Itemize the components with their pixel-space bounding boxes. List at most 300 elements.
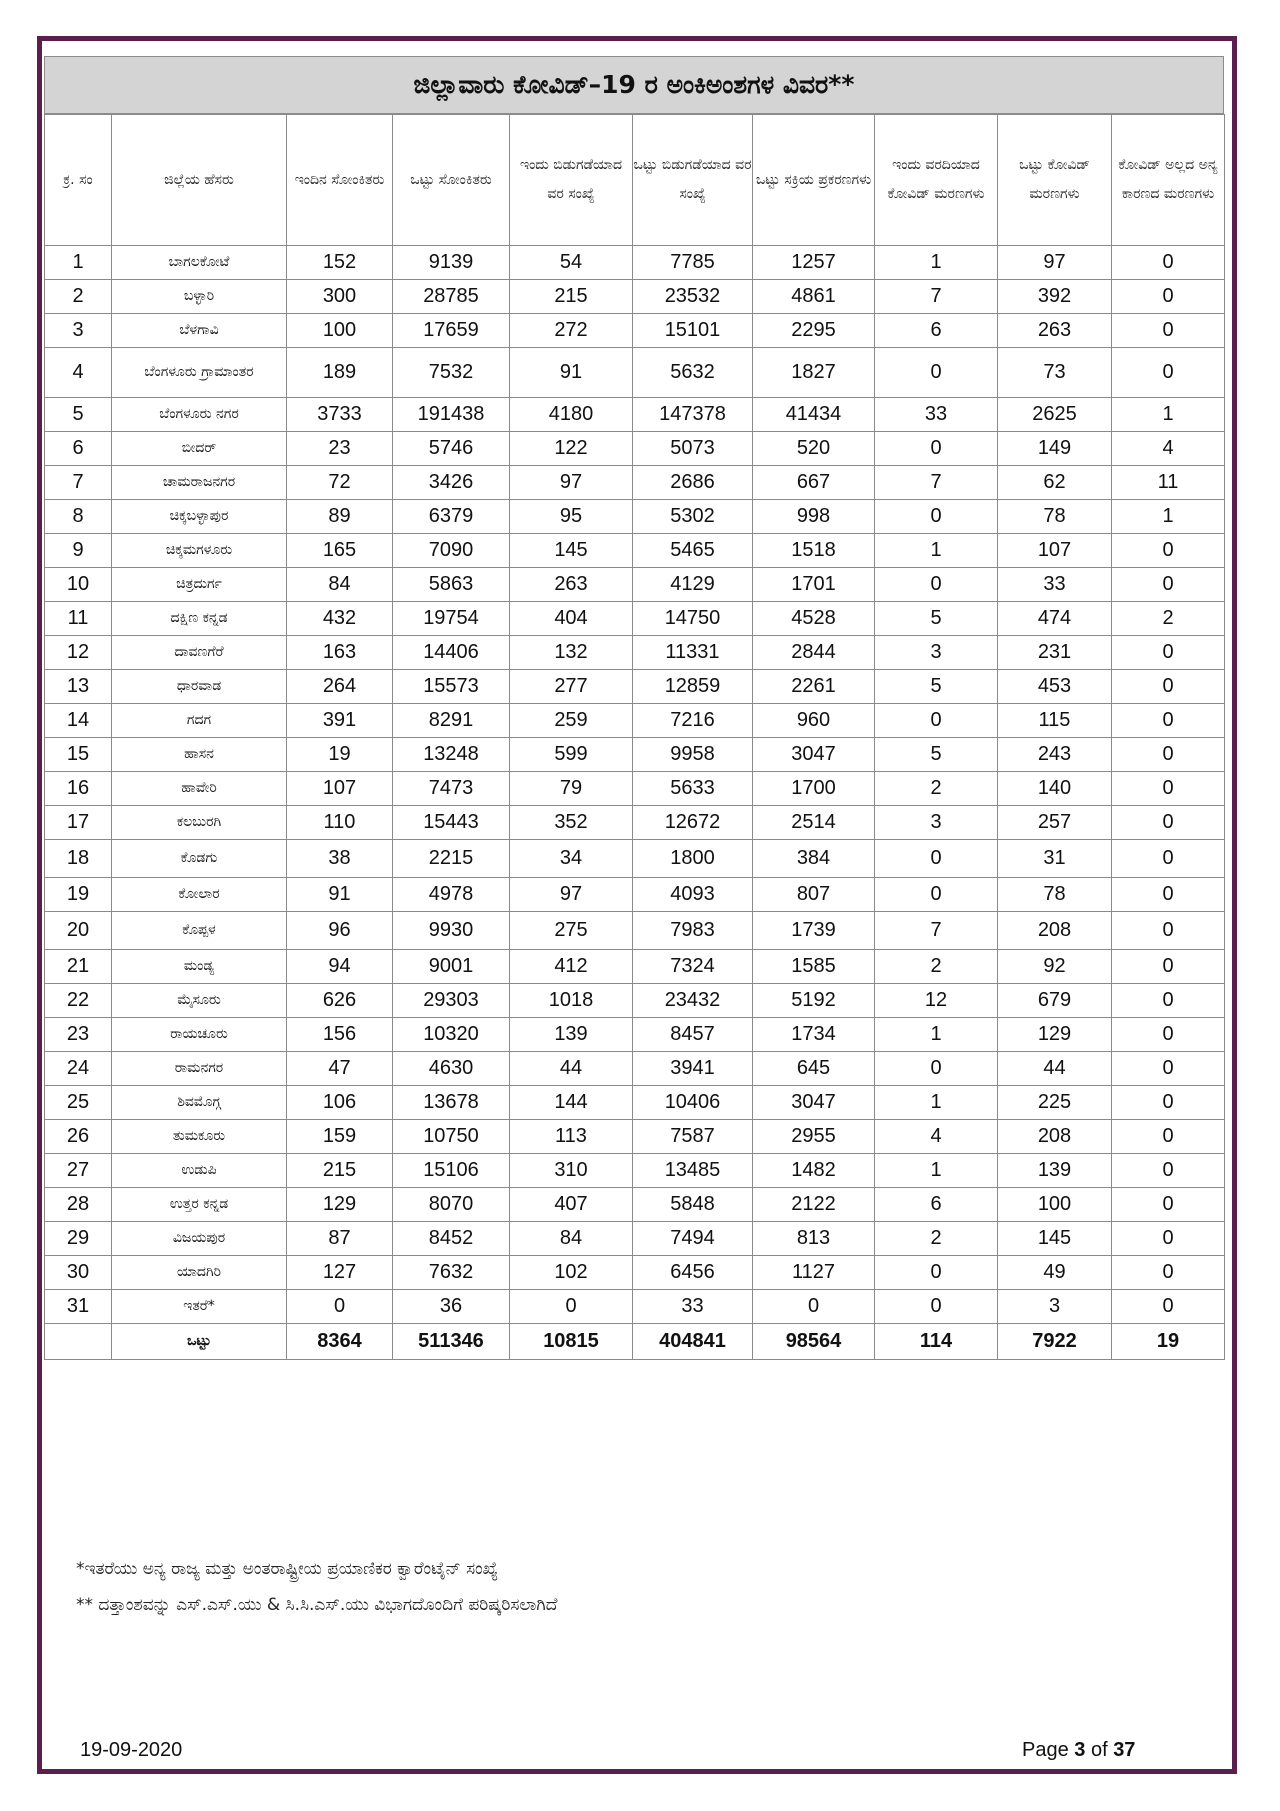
table-cell: 107: [287, 772, 393, 806]
header-row: [45, 115, 1225, 246]
table-cell: 2122: [753, 1188, 875, 1222]
page-current: 3: [1074, 1739, 1086, 1761]
table-cell: 21: [45, 950, 112, 984]
table-cell: 259: [510, 704, 633, 738]
table-cell: 96: [287, 912, 393, 950]
table-cell: 998: [753, 500, 875, 534]
table-cell: 1739: [753, 912, 875, 950]
page-number: [1022, 1739, 1135, 1762]
table-cell: 13248: [393, 738, 510, 772]
table-cell: 145: [510, 534, 633, 568]
table-cell: 2: [45, 280, 112, 314]
page-prefix: Page: [1022, 1739, 1075, 1761]
district-name-cell: ಹಾಸನ: [112, 738, 287, 772]
table-cell: 24: [45, 1052, 112, 1086]
column-header: ಜಿಲ್ಲೆಯ ಹೆಸರು: [112, 115, 287, 246]
table-cell: 407: [510, 1188, 633, 1222]
table-cell: 122: [510, 432, 633, 466]
table-cell: 95: [510, 500, 633, 534]
table-cell: 0: [875, 348, 998, 398]
table-cell: 257: [998, 806, 1112, 840]
table-row: [45, 246, 1225, 280]
table-cell: 807: [753, 878, 875, 912]
table-cell: 412: [510, 950, 633, 984]
table-cell: 10: [45, 568, 112, 602]
table-cell: 97: [510, 878, 633, 912]
table-cell: 0: [1112, 1052, 1225, 1086]
table-cell: 2: [875, 772, 998, 806]
table-cell: 7532: [393, 348, 510, 398]
table-cell: 149: [998, 432, 1112, 466]
table-cell: 4630: [393, 1052, 510, 1086]
table-cell: 129: [998, 1018, 1112, 1052]
table-cell: 391: [287, 704, 393, 738]
table-cell: 1827: [753, 348, 875, 398]
table-cell: 7: [45, 466, 112, 500]
table-cell: 277: [510, 670, 633, 704]
table-cell: 19: [287, 738, 393, 772]
table-cell: 139: [510, 1018, 633, 1052]
table-cell: 0: [875, 1290, 998, 1324]
table-cell: 12: [45, 636, 112, 670]
table-cell: 2844: [753, 636, 875, 670]
total-cell: 114: [875, 1324, 998, 1360]
page-total: 37: [1113, 1739, 1136, 1761]
table-row: [45, 1290, 1225, 1324]
table-cell: 7090: [393, 534, 510, 568]
table-row: [45, 772, 1225, 806]
table-cell: 79: [510, 772, 633, 806]
table-cell: 191438: [393, 398, 510, 432]
table-cell: 1700: [753, 772, 875, 806]
table-row: [45, 878, 1225, 912]
table-cell: 0: [1112, 568, 1225, 602]
table-cell: 107: [998, 534, 1112, 568]
table-cell: 1800: [633, 840, 753, 878]
table-cell: 1257: [753, 246, 875, 280]
table-cell: 0: [1112, 636, 1225, 670]
table-cell: 0: [875, 568, 998, 602]
page-mid: of: [1085, 1739, 1114, 1761]
district-name-cell: ಕೊಡಗು: [112, 840, 287, 878]
table-cell: 13485: [633, 1154, 753, 1188]
table-cell: 2: [1112, 602, 1225, 636]
table-cell: 8452: [393, 1222, 510, 1256]
footnote-data-source: ** ದತ್ತಾಂಶವನ್ನು ಎಸ್.ಎಸ್.ಯು & ಸಿ.ಸಿ.ಎಸ್.ಯು ವಿಭಾಗದೊಂದಿಗೆ ಪರಿಷ್ಕರಿಸಲಾಗಿದೆ: [76, 1595, 558, 1615]
table-row: [45, 1154, 1225, 1188]
table-cell: 127: [287, 1256, 393, 1290]
table-cell: 7: [875, 466, 998, 500]
table-cell: 33: [998, 568, 1112, 602]
table-cell: 0: [875, 840, 998, 878]
table-cell: 0: [1112, 280, 1225, 314]
table-cell: 5: [875, 602, 998, 636]
table-cell: 0: [1112, 984, 1225, 1018]
table-cell: 0: [1112, 1018, 1225, 1052]
table-row: [45, 1188, 1225, 1222]
table-cell: 1: [1112, 500, 1225, 534]
column-header: ಕೋವಿಡ್ ಅಲ್ಲದ ಅನ್ಯ ಕಾರಣದ ಮರಣಗಳು: [1112, 115, 1225, 246]
table-cell: 5465: [633, 534, 753, 568]
table-cell: 2261: [753, 670, 875, 704]
table-cell: 9: [45, 534, 112, 568]
district-name-cell: ಚಾಮರಾಜನಗರ: [112, 466, 287, 500]
district-name-cell: ಉತ್ತರ ಕನ್ನಡ: [112, 1188, 287, 1222]
table-cell: 1518: [753, 534, 875, 568]
table-cell: 41434: [753, 398, 875, 432]
table-cell: 0: [875, 878, 998, 912]
table-cell: 453: [998, 670, 1112, 704]
table-cell: 72: [287, 466, 393, 500]
table-cell: 5073: [633, 432, 753, 466]
table-cell: 10750: [393, 1120, 510, 1154]
table-cell: 3: [45, 314, 112, 348]
table-cell: 28785: [393, 280, 510, 314]
district-stats-table: [44, 114, 1225, 1360]
table-cell: 47: [287, 1052, 393, 1086]
table-cell: 5: [875, 738, 998, 772]
table-cell: 0: [1112, 246, 1225, 280]
district-name-cell: ವಿಜಯಪುರ: [112, 1222, 287, 1256]
table-row: [45, 348, 1225, 398]
district-name-cell: ಶಿವಮೊಗ್ಗ: [112, 1086, 287, 1120]
district-name-cell: ಚಿತ್ರದುರ್ಗ: [112, 568, 287, 602]
table-row: [45, 912, 1225, 950]
table-cell: 7983: [633, 912, 753, 950]
column-header: ಒಟ್ಟು ಬಿಡುಗಡೆಯಾದ ವರ ಸಂಖ್ಯೆ: [633, 115, 753, 246]
table-row: [45, 636, 1225, 670]
table-row: [45, 500, 1225, 534]
table-cell: 94: [287, 950, 393, 984]
table-cell: 19: [45, 878, 112, 912]
table-cell: 145: [998, 1222, 1112, 1256]
table-row: [45, 738, 1225, 772]
table-cell: 91: [287, 878, 393, 912]
table-cell: 113: [510, 1120, 633, 1154]
table-cell: 16: [45, 772, 112, 806]
table-cell: 6456: [633, 1256, 753, 1290]
table-cell: 1: [875, 1154, 998, 1188]
table-cell: 15573: [393, 670, 510, 704]
column-header: ಕ್ರ. ಸಂ: [45, 115, 112, 246]
footnote-others: *ಇತರೆಯು ಅನ್ಯ ರಾಜ್ಯ ಮತ್ತು ಅಂತರಾಷ್ಟ್ರೀಯ ಪ್ರಯಾಣಿಕರ ಕ್ವಾರೆಂಟೈನ್ ಸಂಖ್ಯೆ: [76, 1559, 499, 1579]
table-cell: 44: [998, 1052, 1112, 1086]
table-cell: 23432: [633, 984, 753, 1018]
column-header: ಇಂದಿನ ಸೋಂಕಿತರು: [287, 115, 393, 246]
table-cell: 4: [875, 1120, 998, 1154]
table-cell: 106: [287, 1086, 393, 1120]
table-cell: 263: [510, 568, 633, 602]
district-name-cell: ಇತರೆ*: [112, 1290, 287, 1324]
table-cell: 432: [287, 602, 393, 636]
column-header: ಇಂದು ಬಿಡುಗಡೆಯಾದ ವರ ಸಂಖ್ಯೆ: [510, 115, 633, 246]
table-cell: 129: [287, 1188, 393, 1222]
table-cell: 100: [287, 314, 393, 348]
table-cell: 1482: [753, 1154, 875, 1188]
table-cell: 8070: [393, 1188, 510, 1222]
table-cell: 225: [998, 1086, 1112, 1120]
table-cell: 5192: [753, 984, 875, 1018]
table-cell: 2686: [633, 466, 753, 500]
table-row: [45, 1052, 1225, 1086]
district-name-cell: ಬೀದರ್: [112, 432, 287, 466]
table-cell: 4: [45, 348, 112, 398]
table-cell: 12672: [633, 806, 753, 840]
table-cell: 13678: [393, 1086, 510, 1120]
table-cell: 4978: [393, 878, 510, 912]
table-row: [45, 806, 1225, 840]
table-cell: 1585: [753, 950, 875, 984]
table-cell: 132: [510, 636, 633, 670]
table-cell: 5633: [633, 772, 753, 806]
table-cell: 36: [393, 1290, 510, 1324]
table-cell: 62: [998, 466, 1112, 500]
table-cell: 310: [510, 1154, 633, 1188]
total-row: [45, 1324, 1225, 1360]
table-cell: 0: [875, 500, 998, 534]
table-cell: 2: [875, 1222, 998, 1256]
table-cell: 27: [45, 1154, 112, 1188]
table-row: [45, 1018, 1225, 1052]
district-name-cell: ಗದಗ: [112, 704, 287, 738]
table-cell: 3047: [753, 738, 875, 772]
table-cell: 2: [875, 950, 998, 984]
table-cell: 1734: [753, 1018, 875, 1052]
table-cell: 147378: [633, 398, 753, 432]
table-cell: 33: [875, 398, 998, 432]
table-cell: 520: [753, 432, 875, 466]
table-row: [45, 568, 1225, 602]
total-cell: 10815: [510, 1324, 633, 1360]
district-name-cell: ತುಮಕೂರು: [112, 1120, 287, 1154]
table-cell: 0: [510, 1290, 633, 1324]
table-cell: 0: [1112, 1086, 1225, 1120]
report-date: 19-09-2020: [80, 1739, 183, 1761]
table-cell: 159: [287, 1120, 393, 1154]
table-row: [45, 1256, 1225, 1290]
table-cell: 0: [1112, 840, 1225, 878]
table-cell: 140: [998, 772, 1112, 806]
table-cell: 384: [753, 840, 875, 878]
table-cell: 14: [45, 704, 112, 738]
table-cell: 645: [753, 1052, 875, 1086]
table-cell: 17659: [393, 314, 510, 348]
table-cell: 102: [510, 1256, 633, 1290]
district-name-cell: ಬಳ್ಳಾರಿ: [112, 280, 287, 314]
table-cell: 0: [1112, 348, 1225, 398]
total-cell: 98564: [753, 1324, 875, 1360]
table-cell: 0: [1112, 1256, 1225, 1290]
table-cell: 12859: [633, 670, 753, 704]
table-cell: 0: [1112, 534, 1225, 568]
table-cell: 33: [633, 1290, 753, 1324]
table-cell: 0: [1112, 314, 1225, 348]
total-cell: 7922: [998, 1324, 1112, 1360]
table-cell: 9958: [633, 738, 753, 772]
table-cell: 14750: [633, 602, 753, 636]
table-cell: 3426: [393, 466, 510, 500]
table-cell: 15101: [633, 314, 753, 348]
district-name-cell: ಧಾರವಾಡ: [112, 670, 287, 704]
district-name-cell: ಮೈಸೂರು: [112, 984, 287, 1018]
table-cell: 3733: [287, 398, 393, 432]
table-cell: 144: [510, 1086, 633, 1120]
table-cell: 12: [875, 984, 998, 1018]
table-cell: 813: [753, 1222, 875, 1256]
table-cell: 243: [998, 738, 1112, 772]
table-cell: 6: [45, 432, 112, 466]
table-cell: 23: [287, 432, 393, 466]
table-cell: 10406: [633, 1086, 753, 1120]
table-cell: 44: [510, 1052, 633, 1086]
table-cell: 231: [998, 636, 1112, 670]
table-cell: 23532: [633, 280, 753, 314]
table-cell: 14406: [393, 636, 510, 670]
table-cell: 1: [875, 1018, 998, 1052]
table-cell: 115: [998, 704, 1112, 738]
table-cell: 4528: [753, 602, 875, 636]
table-cell: 29: [45, 1222, 112, 1256]
table-cell: 404: [510, 602, 633, 636]
table-cell: 263: [998, 314, 1112, 348]
table-cell: 264: [287, 670, 393, 704]
table-cell: 208: [998, 1120, 1112, 1154]
district-name-cell: ಚಿಕ್ಕಮಗಳೂರು: [112, 534, 287, 568]
table-cell: 667: [753, 466, 875, 500]
table-cell: 679: [998, 984, 1112, 1018]
table-cell: 5863: [393, 568, 510, 602]
table-cell: 0: [753, 1290, 875, 1324]
table-cell: 3: [998, 1290, 1112, 1324]
column-header: ಒಟ್ಟು ಕೋವಿಡ್ ಮರಣಗಳು: [998, 115, 1112, 246]
table-row: [45, 1086, 1225, 1120]
table-cell: 6: [875, 1188, 998, 1222]
table-row: [45, 840, 1225, 878]
district-name-cell: ಮಂಡ್ಯ: [112, 950, 287, 984]
table-cell: 2514: [753, 806, 875, 840]
table-row: [45, 314, 1225, 348]
district-name-cell: ರಾಯಚೂರು: [112, 1018, 287, 1052]
table-cell: 78: [998, 500, 1112, 534]
column-header: ಒಟ್ಟು ಸಕ್ರಿಯ ಪ್ರಕರಣಗಳು: [753, 115, 875, 246]
table-cell: 92: [998, 950, 1112, 984]
district-name-cell: ಬೆಂಗಳೂರು ನಗರ: [112, 398, 287, 432]
table-cell: 31: [45, 1290, 112, 1324]
table-cell: 0: [1112, 806, 1225, 840]
district-name-cell: ಬಾಗಲಕೋಟೆ: [112, 246, 287, 280]
table-cell: 19754: [393, 602, 510, 636]
table-row: [45, 534, 1225, 568]
table-cell: 7632: [393, 1256, 510, 1290]
table-cell: 0: [1112, 704, 1225, 738]
total-cell: 8364: [287, 1324, 393, 1360]
table-cell: 0: [1112, 772, 1225, 806]
table-cell: 31: [998, 840, 1112, 878]
table-row: [45, 670, 1225, 704]
district-name-cell: ಕೋಲಾರ: [112, 878, 287, 912]
column-header: ಇಂದು ವರದಿಯಾದ ಕೋವಿಡ್ ಮರಣಗಳು: [875, 115, 998, 246]
district-name-cell: ದಾವಣಗೆರೆ: [112, 636, 287, 670]
table-cell: 89: [287, 500, 393, 534]
total-label-cell: ಒಟ್ಟು: [112, 1324, 287, 1360]
table-cell: 3: [875, 636, 998, 670]
table-cell: 215: [287, 1154, 393, 1188]
table-row: [45, 1120, 1225, 1154]
table-cell: 208: [998, 912, 1112, 950]
table-cell: 0: [1112, 950, 1225, 984]
table-cell: 5848: [633, 1188, 753, 1222]
table-cell: 11: [1112, 466, 1225, 500]
table-cell: 0: [1112, 912, 1225, 950]
district-name-cell: ಕಲಬುರಗಿ: [112, 806, 287, 840]
table-cell: 4: [1112, 432, 1225, 466]
total-cell: 511346: [393, 1324, 510, 1360]
table-row: [45, 432, 1225, 466]
table-cell: 7324: [633, 950, 753, 984]
table-cell: 91: [510, 348, 633, 398]
table-cell: 4861: [753, 280, 875, 314]
table-cell: 1127: [753, 1256, 875, 1290]
table-cell: 97: [998, 246, 1112, 280]
table-cell: 163: [287, 636, 393, 670]
table-cell: 0: [1112, 738, 1225, 772]
table-cell: 7: [875, 912, 998, 950]
table-cell: 0: [875, 704, 998, 738]
table-cell: 275: [510, 912, 633, 950]
table-cell: 2625: [998, 398, 1112, 432]
table-cell: 165: [287, 534, 393, 568]
district-name-cell: ಬೆಳಗಾವಿ: [112, 314, 287, 348]
table-cell: 18: [45, 840, 112, 878]
table-cell: 0: [875, 1256, 998, 1290]
table-cell: 152: [287, 246, 393, 280]
table-row: [45, 466, 1225, 500]
table-cell: 0: [875, 1052, 998, 1086]
table-cell: 10320: [393, 1018, 510, 1052]
total-cell: [45, 1324, 112, 1360]
table-cell: 626: [287, 984, 393, 1018]
table-cell: 29303: [393, 984, 510, 1018]
table-row: [45, 1222, 1225, 1256]
table-cell: 392: [998, 280, 1112, 314]
table-cell: 1: [875, 534, 998, 568]
table-row: [45, 602, 1225, 636]
table-cell: 7785: [633, 246, 753, 280]
table-cell: 84: [510, 1222, 633, 1256]
table-cell: 110: [287, 806, 393, 840]
district-name-cell: ಕೊಪ್ಪಳ: [112, 912, 287, 950]
table-cell: 87: [287, 1222, 393, 1256]
total-cell: 404841: [633, 1324, 753, 1360]
table-cell: 34: [510, 840, 633, 878]
table-cell: 139: [998, 1154, 1112, 1188]
table-row: [45, 398, 1225, 432]
table-cell: 8291: [393, 704, 510, 738]
table-cell: 78: [998, 878, 1112, 912]
table-row: [45, 984, 1225, 1018]
table-cell: 3047: [753, 1086, 875, 1120]
table-cell: 5632: [633, 348, 753, 398]
table-cell: 0: [1112, 670, 1225, 704]
table-cell: 1701: [753, 568, 875, 602]
table-cell: 0: [1112, 1222, 1225, 1256]
table-cell: 0: [1112, 1154, 1225, 1188]
table-row: [45, 704, 1225, 738]
district-name-cell: ದಕ್ಷಿಣ ಕನ್ನಡ: [112, 602, 287, 636]
table-cell: 15: [45, 738, 112, 772]
table-cell: 474: [998, 602, 1112, 636]
district-name-cell: ಯಾದಗಿರಿ: [112, 1256, 287, 1290]
